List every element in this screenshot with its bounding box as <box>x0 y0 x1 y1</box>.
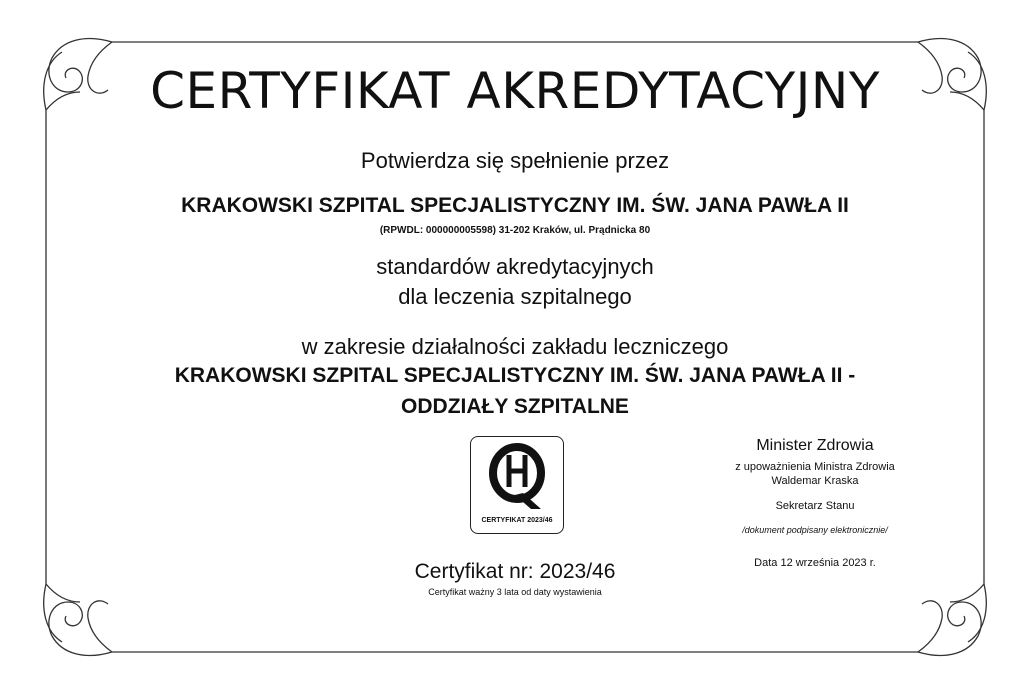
accreditation-logo <box>470 436 564 534</box>
entity-name: KRAKOWSKI SZPITAL SPECJALISTYCZNY IM. ŚW. JANA PAWŁA II <box>181 194 849 217</box>
scope-intro: w zakresie działalności zakładu leczniczego <box>301 334 729 359</box>
corner-flourish-bottom-right <box>918 584 986 655</box>
signature-date: Data 12 września 2023 r. <box>754 557 876 569</box>
signature-note: /dokument podpisany elektronicznie/ <box>742 525 888 535</box>
standards-line-1: standardów akredytacyjnych <box>376 254 654 279</box>
scope-unit-line-1: KRAKOWSKI SZPITAL SPECJALISTYCZNY IM. ŚW. JANA PAWŁA II - <box>174 364 856 387</box>
signature-authorization: z upoważnienia Ministra Zdrowia <box>735 461 895 473</box>
standards-line-2: dla leczenia szpitalnego <box>398 284 632 309</box>
certificate-number: Certyfikat nr: 2023/46 <box>414 560 616 583</box>
signature-signer: Waldemar Kraska <box>771 475 859 487</box>
scope-unit-line-2: ODDZIAŁY SZPITALNE <box>401 395 629 418</box>
certificate-validity: Certyfikat ważny 3 lata od daty wystawienia <box>428 587 602 597</box>
signature-role: Sekretarz Stanu <box>775 500 855 512</box>
certificate-title: CERTYFIKAT AKREDYTACYJNY <box>150 62 880 120</box>
confirmation-lead: Potwierdza się spełnienie przez <box>360 148 670 173</box>
entity-address: (RPWDL: 000000005598) 31-202 Kraków, ul. Prądnicka 80 <box>379 225 651 236</box>
signature-office: Minister Zdrowia <box>756 437 874 454</box>
logo-caption: CERTYFIKAT 2023/46 <box>481 517 553 524</box>
corner-flourish-bottom-left <box>44 584 112 655</box>
